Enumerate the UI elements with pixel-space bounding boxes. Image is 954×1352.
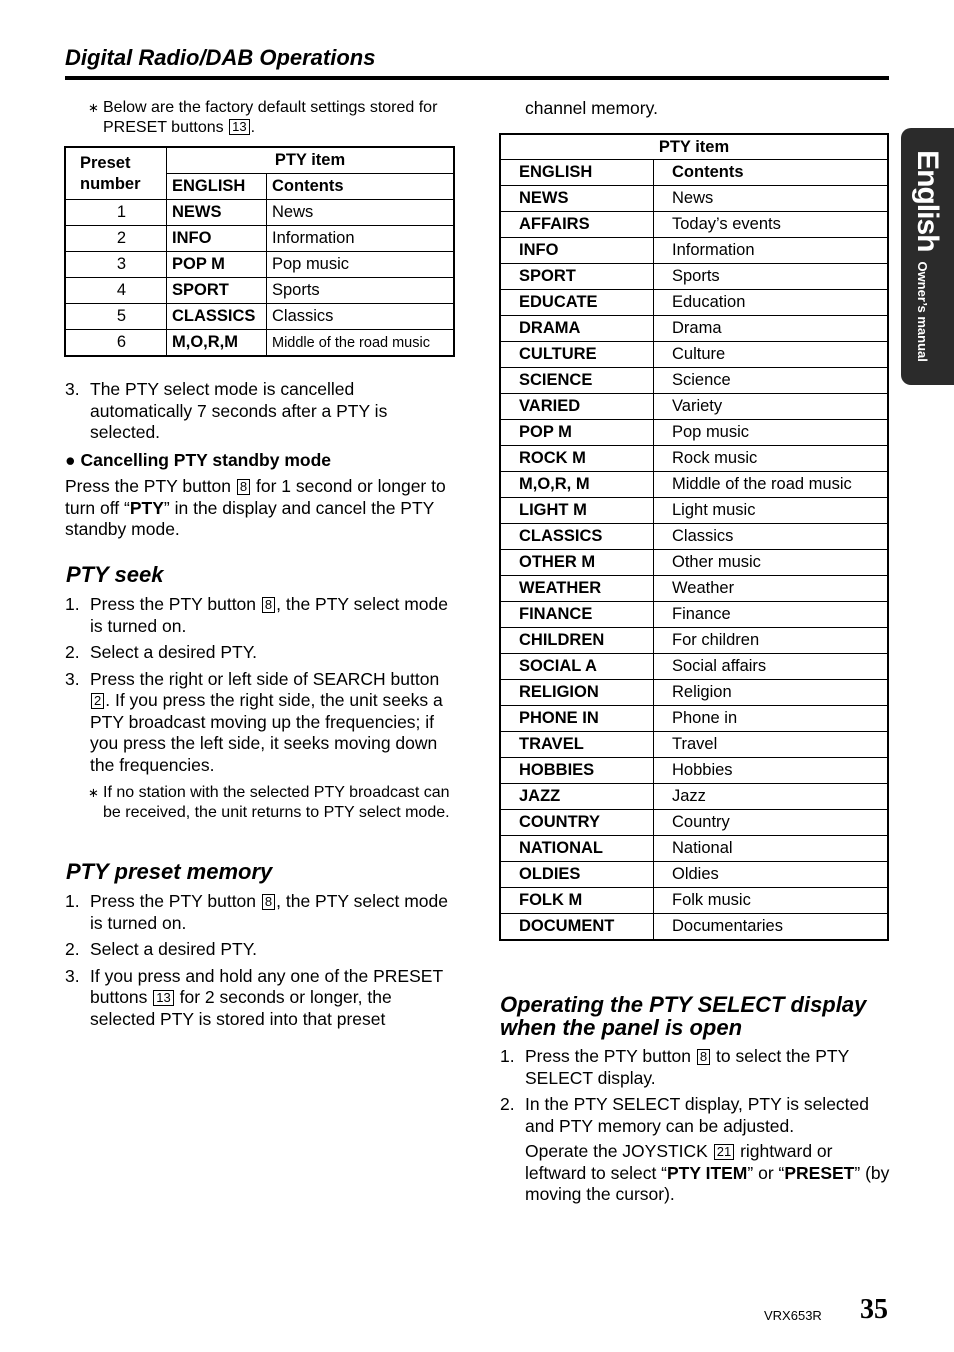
pty-contents-cell: Oldies xyxy=(654,862,889,888)
table-row xyxy=(500,420,888,446)
pty-english-cell: SOCIAL A xyxy=(500,654,654,680)
pty-english-cell: SCIENCE xyxy=(500,368,654,394)
preset-note-text: Below are the factory default settings stored for PRESET buttons xyxy=(103,99,438,136)
pty-contents-cell: Social affairs xyxy=(654,654,889,680)
table-row: 3 POP M Pop music xyxy=(65,252,454,278)
pty-english-cell: TRAVEL xyxy=(500,732,654,758)
table-row xyxy=(500,732,888,758)
operating-steps xyxy=(500,1046,892,1206)
pty-contents-cell: Jazz xyxy=(654,784,889,810)
pty-contents-cell: Information xyxy=(654,238,889,264)
title-rule xyxy=(65,76,889,80)
table-row xyxy=(500,394,888,420)
list-item: 2. Select a desired PTY. xyxy=(65,939,257,959)
pty-contents-cell: Travel xyxy=(654,732,889,758)
pty-contents-cell: Today’s events xyxy=(654,212,889,238)
list-item: 1. Press the PTY button 8 to select the PTY SELECT display. xyxy=(500,1046,849,1088)
bullet-icon: ● xyxy=(65,450,76,470)
list-item: 2. Select a desired PTY. xyxy=(65,642,257,662)
table-row xyxy=(500,238,888,264)
cancel-standby-text: Press the PTY button 8 for 1 second or longer to turn off “PTY” in the display and cancel the PTY standby mode. xyxy=(65,476,446,539)
pty-contents-cell: Middle of the road music xyxy=(654,472,889,498)
pty-contents-cell: Other music xyxy=(654,550,889,576)
table-row xyxy=(500,810,888,836)
cancel-step-list xyxy=(65,379,457,444)
pty-english-cell: FOLK M xyxy=(500,888,654,914)
table-row xyxy=(500,654,888,680)
pty-preset-heading: PTY preset memory xyxy=(66,859,273,884)
cancel-standby-heading: ● Cancelling PTY standby mode xyxy=(65,450,332,470)
table-row xyxy=(500,264,888,290)
pty-contents-cell: Country xyxy=(654,810,889,836)
table-row xyxy=(500,498,888,524)
table-row xyxy=(500,212,888,238)
pty-english-cell: POP M xyxy=(500,420,654,446)
table-row xyxy=(500,914,888,941)
pty-english-cell: EDUCATE xyxy=(500,290,654,316)
pty-contents-cell: Culture xyxy=(654,342,889,368)
pty-english-cell: CHILDREN xyxy=(500,628,654,654)
preset-step-continuation: channel memory. xyxy=(525,98,658,118)
table-row xyxy=(500,680,888,706)
table-row xyxy=(500,836,888,862)
table-row: 6 M,O,R,M Middle of the road music xyxy=(65,330,454,357)
table-row xyxy=(500,186,888,212)
operating-heading: Operating the PTY SELECT display when the panel is open xyxy=(500,992,867,1040)
preset-button-ref: 13 xyxy=(229,119,249,135)
table-row xyxy=(500,342,888,368)
table-row: 1 NEWS News xyxy=(65,200,454,226)
pty-contents-cell: News xyxy=(654,186,889,212)
pty-contents-cell: Variety xyxy=(654,394,889,420)
preset-number-header: Preset number xyxy=(65,147,167,200)
table-row xyxy=(500,888,888,914)
pty-contents-cell: Phone in xyxy=(654,706,889,732)
pty-english-cell: RELIGION xyxy=(500,680,654,706)
preset-contents-header: Contents xyxy=(267,174,455,200)
pty-contents-cell: Classics xyxy=(654,524,889,550)
table-row xyxy=(500,290,888,316)
side-tab-subtitle: Owner’s manual xyxy=(915,261,930,362)
pty-english-cell: HOBBIES xyxy=(500,758,654,784)
pty-contents-header: Contents xyxy=(654,160,889,186)
pty-seek-heading: PTY seek xyxy=(66,562,164,587)
pty-english-cell: JAZZ xyxy=(500,784,654,810)
list-item: 3. Press the right or left side of SEARCH button 2 . If you press the right side, the unit seeks a PTY broadcast moving up the frequencies; if you press the left side, it seeks moving down the frequencies. xyxy=(65,668,443,775)
page-number: 35 xyxy=(860,1294,888,1325)
pty-english-cell: DRAMA xyxy=(500,316,654,342)
pty-english-cell: WEATHER xyxy=(500,576,654,602)
preset-table xyxy=(64,146,455,357)
table-row xyxy=(500,472,888,498)
pty-english-cell: CLASSICS xyxy=(500,524,654,550)
pty-button-ref: 8 xyxy=(237,479,250,495)
pty-english-cell: INFO xyxy=(500,238,654,264)
table-row xyxy=(500,550,888,576)
table-row xyxy=(500,524,888,550)
pty-english-cell: FINANCE xyxy=(500,602,654,628)
pty-english-cell: COUNTRY xyxy=(500,810,654,836)
pty-english-cell: LIGHT M xyxy=(500,498,654,524)
pty-english-cell: NEWS xyxy=(500,186,654,212)
table-row xyxy=(500,316,888,342)
table-row xyxy=(500,576,888,602)
side-tab-label xyxy=(910,150,944,362)
pty-contents-cell: Science xyxy=(654,368,889,394)
pty-contents-cell: Education xyxy=(654,290,889,316)
pty-contents-cell: National xyxy=(654,836,889,862)
pty-english-cell: NATIONAL xyxy=(500,836,654,862)
pty-contents-cell: Weather xyxy=(654,576,889,602)
pty-english-cell: PHONE IN xyxy=(500,706,654,732)
note-mark: ∗ xyxy=(88,100,99,115)
pty-english-cell: OTHER M xyxy=(500,550,654,576)
pty-contents-cell: For children xyxy=(654,628,889,654)
model-number: VRX653R xyxy=(764,1308,822,1323)
pty-contents-cell: Light music xyxy=(654,498,889,524)
table-row xyxy=(500,628,888,654)
pty-english-cell: SPORT xyxy=(500,264,654,290)
table-row xyxy=(500,446,888,472)
pty-english-cell: VARIED xyxy=(500,394,654,420)
preset-english-header: ENGLISH xyxy=(167,174,267,200)
table-row xyxy=(500,784,888,810)
list-item: 2. In the PTY SELECT display, PTY is selected and PTY memory can be adjusted. Operate the JOYSTICK 21 rightward or leftward to select “PTY ITEM” or “PRESET” (by moving the cursor). xyxy=(500,1094,892,1206)
pty-english-cell: CULTURE xyxy=(500,342,654,368)
operating-joystick-text: Operate the JOYSTICK 21 rightward or leftward to select “PTY ITEM” or “PRESET” (by moving the cursor). xyxy=(525,1141,890,1204)
pty-seek-note: ∗ If no station with the selected PTY broadcast can be received, the unit returns to PTY select mode. xyxy=(88,784,450,821)
list-item: 1. Press the PTY button 8 , the PTY select mode is turned on. xyxy=(65,594,448,636)
pty-contents-cell: Pop music xyxy=(654,420,889,446)
pty-english-cell: DOCUMENT xyxy=(500,914,654,941)
table-row: 2 INFO Information xyxy=(65,226,454,252)
pty-seek-steps xyxy=(65,594,457,776)
preset-pty-header: PTY item xyxy=(167,147,455,174)
table-row xyxy=(500,758,888,784)
table-row xyxy=(500,602,888,628)
pty-preset-steps xyxy=(65,891,457,1030)
pty-contents-cell: Finance xyxy=(654,602,889,628)
pty-english-cell: ROCK M xyxy=(500,446,654,472)
pty-contents-cell: Drama xyxy=(654,316,889,342)
pty-english-cell: AFFAIRS xyxy=(500,212,654,238)
pty-english-cell: OLDIES xyxy=(500,862,654,888)
pty-contents-cell: Folk music xyxy=(654,888,889,914)
side-tab-language: English xyxy=(911,150,944,252)
pty-english-header: ENGLISH xyxy=(500,160,654,186)
list-item: 3. The PTY select mode is cancelled automatically 7 seconds after a PTY is selected. xyxy=(65,379,388,442)
preset-note: ∗ Below are the factory default settings stored for PRESET buttons 13 . xyxy=(88,99,438,136)
section-title: Digital Radio/DAB Operations xyxy=(65,45,376,70)
pty-contents-cell: Documentaries xyxy=(654,914,889,941)
table-row xyxy=(500,862,888,888)
table-row xyxy=(500,368,888,394)
table-row: 4 SPORT Sports xyxy=(65,278,454,304)
pty-contents-cell: Hobbies xyxy=(654,758,889,784)
pty-english-cell: M,O,R, M xyxy=(500,472,654,498)
pty-contents-cell: Rock music xyxy=(654,446,889,472)
pty-item-header: PTY item xyxy=(500,134,888,160)
table-row: 5 CLASSICS Classics xyxy=(65,304,454,330)
pty-item-table xyxy=(499,133,889,941)
pty-contents-cell: Sports xyxy=(654,264,889,290)
list-item: 1. Press the PTY button 8 , the PTY select mode is turned on. xyxy=(65,891,448,933)
pty-contents-cell: Religion xyxy=(654,680,889,706)
table-row xyxy=(500,706,888,732)
list-item: 3. If you press and hold any one of the PRESET buttons 13 for 2 seconds or longer, the selected PTY is stored into that preset xyxy=(65,965,443,1029)
